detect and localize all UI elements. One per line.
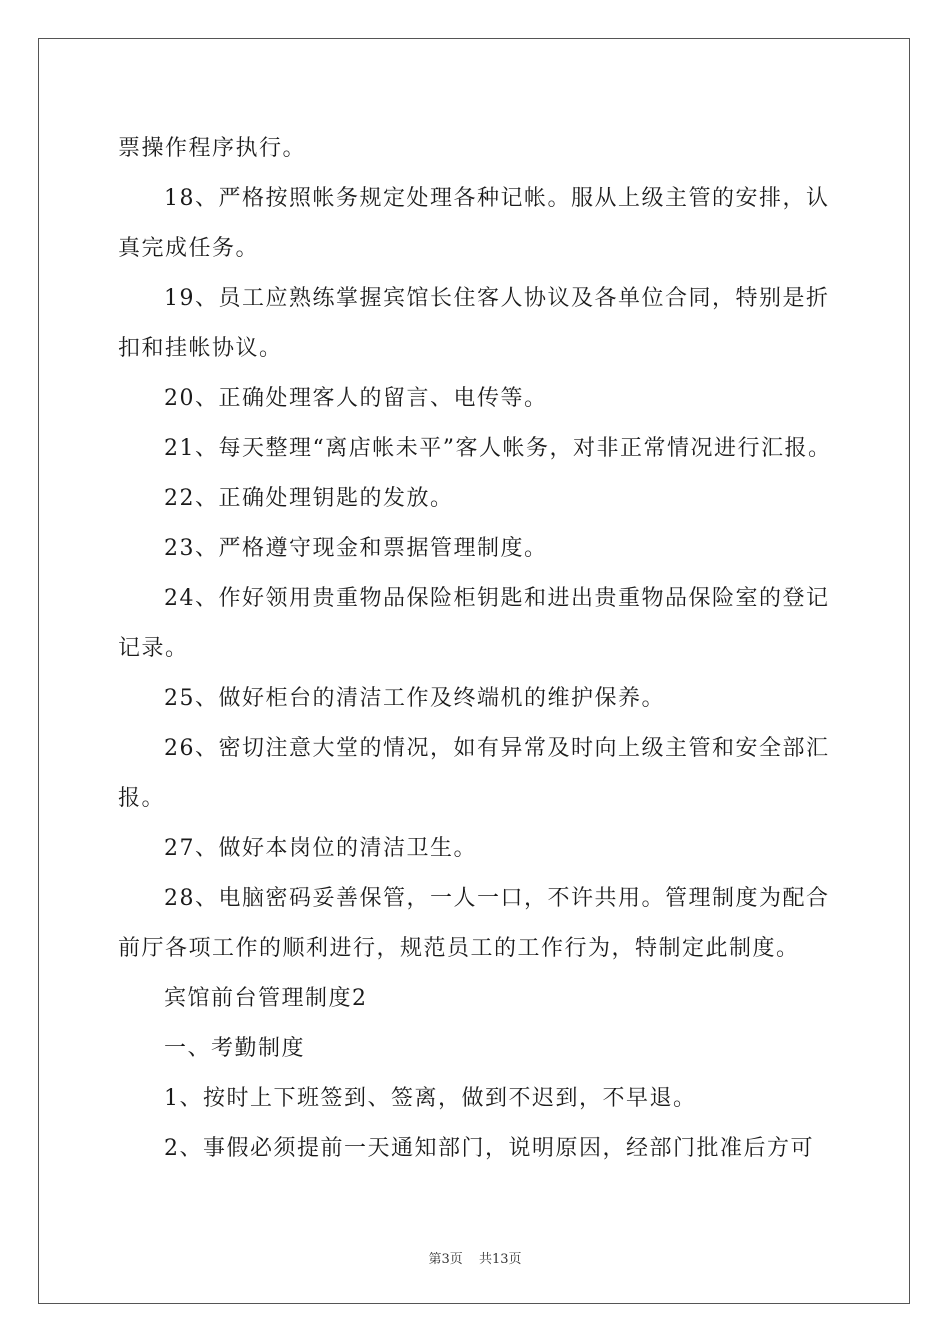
- document-body: [118, 124, 834, 1174]
- text-line: 记录。: [118, 636, 189, 661]
- text-line: 报。: [118, 786, 166, 811]
- section-title: 宾馆前台管理制度2: [164, 986, 368, 1011]
- text-line: 25、做好柜台的清洁工作及终端机的维护保养。: [164, 686, 665, 711]
- page-footer: [0, 1248, 950, 1267]
- page-total: 共13页: [478, 1252, 522, 1267]
- section-heading: 一、考勤制度: [164, 1036, 306, 1061]
- text-line: 22、正确处理钥匙的发放。: [164, 486, 454, 511]
- text-line: 前厅各项工作的顺利进行，规范员工的工作行为，特制定此制度。: [118, 936, 800, 961]
- text-line: 1、按时上下班签到、签离，做到不迟到，不早退。: [164, 1086, 697, 1111]
- text-line: 扣和挂帐协议。: [118, 336, 283, 361]
- text-line: 27、做好本岗位的清洁卫生。: [164, 836, 477, 861]
- text-line: 2、事假必须提前一天通知部门，说明原因，经部门批准后方可: [164, 1136, 814, 1161]
- page-number: 第3页: [428, 1252, 463, 1267]
- text-line: 20、正确处理客人的留言、电传等。: [164, 386, 548, 411]
- text-line: 26、密切注意大堂的情况，如有异常及时向上级主管和安全部汇: [164, 736, 830, 761]
- text-line: 23、严格遵守现金和票据管理制度。: [164, 536, 548, 561]
- text-line: 28、电脑密码妥善保管，一人一口，不许共用。管理制度为配合: [164, 886, 830, 911]
- text-line: 21、每天整理“离店帐未平”客人帐务，对非正常情况进行汇报。: [164, 436, 832, 461]
- text-line: 19、员工应熟练掌握宾馆长住客人协议及各单位合同，特别是折: [164, 286, 830, 311]
- text-line: 24、作好领用贵重物品保险柜钥匙和进出贵重物品保险室的登记: [164, 586, 830, 611]
- text-line: 18、严格按照帐务规定处理各种记帐。服从上级主管的安排，认: [164, 186, 830, 211]
- text-line: 真完成任务。: [118, 236, 260, 261]
- text-line: 票操作程序执行。: [118, 136, 307, 161]
